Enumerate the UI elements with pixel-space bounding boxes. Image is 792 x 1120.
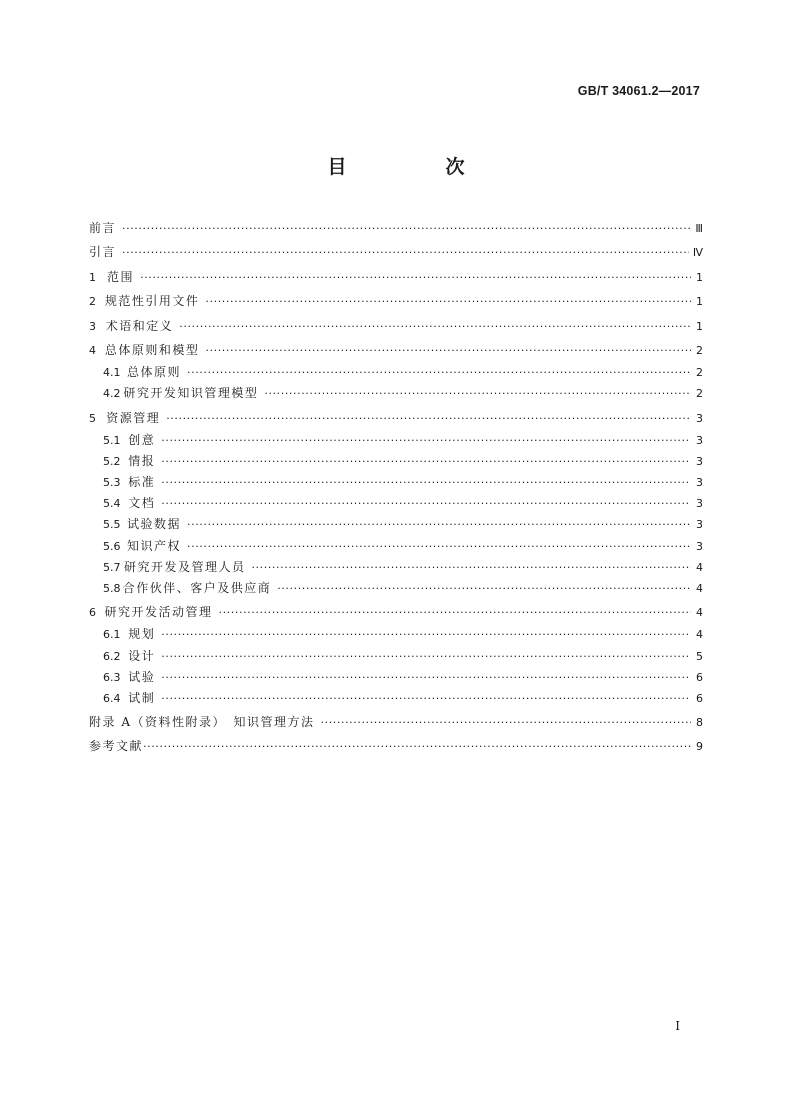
toc-entry-label: 范围 xyxy=(107,269,135,284)
toc-entry[interactable] xyxy=(89,624,703,645)
toc-entry-label: 研究开发活动管理 xyxy=(104,605,213,620)
toc-entry-number: 6.1 xyxy=(103,628,121,642)
toc-entry-label: 引言 xyxy=(89,245,117,260)
toc-dot-leader xyxy=(143,735,691,759)
toc-entry-label: 总体原则 xyxy=(127,365,182,380)
toc-entry[interactable] xyxy=(89,216,703,240)
toc-entry-label: 创意 xyxy=(128,433,156,448)
toc-entry-label: 资源管理 xyxy=(106,410,161,425)
toc-dot-leader xyxy=(166,407,691,431)
toc-entry-page: 9 xyxy=(696,740,703,754)
toc-entry[interactable] xyxy=(89,734,703,758)
toc-dot-leader xyxy=(179,315,691,339)
toc-entry[interactable] xyxy=(89,383,703,404)
toc-entry-number: 5 xyxy=(89,411,96,425)
toc-entry[interactable] xyxy=(89,240,703,264)
toc-entry-number: 2 xyxy=(89,295,96,309)
toc-entry[interactable] xyxy=(89,557,703,578)
toc-entry-number: 4.1 xyxy=(103,366,121,380)
toc-entry[interactable] xyxy=(89,406,703,430)
toc-entry-label: 试制 xyxy=(128,690,156,705)
toc-entry[interactable] xyxy=(89,451,703,472)
toc-entry[interactable] xyxy=(89,338,703,362)
toc-entry-page: 4 xyxy=(696,628,703,642)
toc-entry[interactable] xyxy=(89,265,703,289)
toc-dot-leader xyxy=(122,241,689,265)
toc-entry-label: 附录 A（资料性附录） 知识管理方法 xyxy=(89,715,315,729)
toc-entry-label: 知识产权 xyxy=(127,538,182,553)
toc-entry-label: 总体原则和模型 xyxy=(104,342,200,357)
toc-entry-page: 2 xyxy=(696,366,703,380)
toc-entry[interactable] xyxy=(89,688,703,709)
toc-entry-label: 合作伙伴、客户及供应商 xyxy=(122,580,272,595)
toc-dot-leader xyxy=(320,711,691,735)
document-code: GB/T 34061.2—2017 xyxy=(577,84,700,98)
toc-entry-label: 设计 xyxy=(128,648,156,663)
toc-dot-leader xyxy=(277,578,691,599)
toc-entry-label: 研究开发及管理人员 xyxy=(123,559,246,574)
toc-entry-label: 规划 xyxy=(128,627,156,642)
toc-entry-label: 研究开发知识管理模型 xyxy=(123,386,259,401)
toc-entry-page: 5 xyxy=(696,649,703,663)
toc-entry[interactable] xyxy=(89,514,703,535)
toc-entry-label: 试验数据 xyxy=(127,517,182,532)
page-number: I xyxy=(675,1019,680,1033)
toc-entry-number: 5.7 xyxy=(103,560,121,574)
toc-entry-number: 5.8 xyxy=(103,581,121,595)
toc-entry-label: 参考文献 xyxy=(89,739,144,754)
toc-entry-page: 3 xyxy=(696,518,703,532)
toc-entry-page: 3 xyxy=(696,497,703,511)
toc-entry-number: 3 xyxy=(89,319,96,333)
toc-entry-label: 术语和定义 xyxy=(105,318,174,333)
toc-entry-number: 6 xyxy=(89,606,96,620)
table-of-contents xyxy=(89,216,703,759)
toc-entry-page: 8 xyxy=(696,716,703,729)
toc-dot-leader xyxy=(161,430,691,451)
toc-dot-leader xyxy=(218,601,691,625)
toc-entry[interactable] xyxy=(89,578,703,599)
toc-entry-page: 3 xyxy=(696,539,703,553)
toc-dot-leader xyxy=(161,688,691,709)
toc-entry[interactable] xyxy=(89,536,703,557)
toc-entry-number: 1 xyxy=(89,270,96,284)
toc-dot-leader xyxy=(161,472,691,493)
toc-entry[interactable] xyxy=(89,314,703,338)
toc-dot-leader xyxy=(122,217,691,241)
toc-entry-number: 5.6 xyxy=(103,539,121,553)
toc-entry[interactable] xyxy=(89,493,703,514)
toc-entry-label: 标准 xyxy=(128,475,156,490)
toc-entry-number: 5.4 xyxy=(103,497,121,511)
toc-entry-page: 3 xyxy=(696,476,703,490)
toc-dot-leader xyxy=(140,266,691,290)
toc-entry-page: 3 xyxy=(696,455,703,469)
toc-entry-page: 4 xyxy=(696,581,703,595)
toc-dot-leader xyxy=(161,646,691,667)
toc-entry-label: 试验 xyxy=(128,669,156,684)
toc-entry[interactable] xyxy=(89,472,703,493)
toc-entry-page: 1 xyxy=(696,270,703,284)
toc-entry-number: 6.2 xyxy=(103,649,121,663)
toc-entry-number: 5.3 xyxy=(103,476,121,490)
toc-dot-leader xyxy=(161,624,691,645)
toc-dot-leader xyxy=(187,514,691,535)
toc-dot-leader xyxy=(187,362,691,383)
toc-entry[interactable] xyxy=(89,600,703,624)
toc-entry-number: 4 xyxy=(89,343,96,357)
toc-entry-number: 6.4 xyxy=(103,691,121,705)
toc-entry[interactable] xyxy=(89,646,703,667)
toc-entry-page: 2 xyxy=(696,343,703,357)
toc-dot-leader xyxy=(161,667,691,688)
toc-entry-page: 6 xyxy=(696,670,703,684)
toc-dot-leader xyxy=(187,536,691,557)
page-title: 目 次 xyxy=(327,156,505,178)
toc-entry-page: 4 xyxy=(696,606,703,620)
toc-dot-leader xyxy=(264,383,691,404)
toc-entry-number: 4.2 xyxy=(103,387,121,401)
toc-entry-page: 3 xyxy=(696,411,703,425)
toc-entry-page: Ⅲ xyxy=(695,222,703,235)
toc-entry-number: 5.5 xyxy=(103,518,121,532)
toc-entry-label: 前言 xyxy=(89,221,117,235)
toc-entry[interactable] xyxy=(89,710,703,734)
toc-entry[interactable] xyxy=(89,362,703,383)
toc-dot-leader xyxy=(205,339,691,363)
toc-dot-leader xyxy=(251,557,691,578)
toc-dot-leader xyxy=(205,290,691,314)
toc-entry-page: 1 xyxy=(696,319,703,333)
toc-entry-number: 5.1 xyxy=(103,434,121,448)
toc-entry[interactable] xyxy=(89,667,703,688)
toc-dot-leader xyxy=(161,451,691,472)
toc-entry[interactable] xyxy=(89,430,703,451)
toc-dot-leader xyxy=(161,493,691,514)
toc-entry-number: 6.3 xyxy=(103,670,121,684)
toc-entry-page: 1 xyxy=(696,295,703,309)
toc-entry-page: Ⅳ xyxy=(692,246,703,260)
toc-entry-page: 4 xyxy=(696,560,703,574)
toc-entry-number: 5.2 xyxy=(103,455,121,469)
toc-entry-label: 规范性引用文件 xyxy=(104,294,200,309)
toc-entry-label: 情报 xyxy=(128,454,156,469)
toc-entry[interactable] xyxy=(89,289,703,313)
toc-entry-label: 文档 xyxy=(128,496,156,511)
toc-entry-page: 3 xyxy=(696,434,703,448)
toc-entry-page: 2 xyxy=(696,387,703,401)
toc-entry-page: 6 xyxy=(696,691,703,705)
